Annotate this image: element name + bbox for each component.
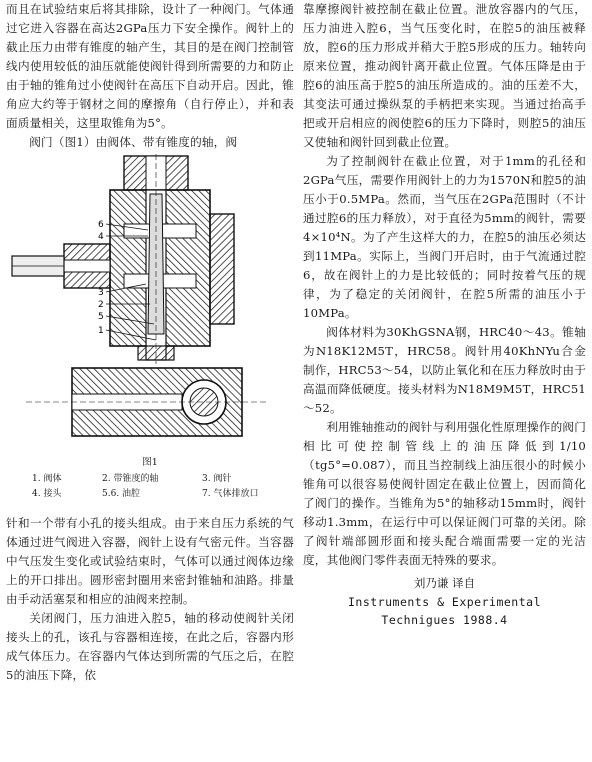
left-paragraph-3: 针和一个带有小孔的接头组成。由于来自压力系统的气体通过进气阀进入容器，阀针上设有气密元件。当容器中气压发生变化或试验结束时，气体可以通过阀体边缘上的开口排出。圆形密封圈用来密封锥轴和油路。排量由手动活塞泵和相应的油阀来控制。 [6, 516, 294, 606]
figure-caption-title: 图1 [142, 457, 158, 468]
left-paragraph-1: 而且在试验结束后将其排除，设计了一种阀门。气体通过它进入容器在高达2GPa压力下安全操作。阀针上的截止压力由带有锥度的轴产生，其目的是在阀门控制管线内使用较低的油压就能使阀针得到所需要的力和防止由于轴的锥角过小使阀针在高压下自动开启。因此，锥角应大约等于钢材之间的摩擦角（自行停止），并和表面质量相关，这里取锥角为5°。 [6, 2, 294, 130]
legend-item: 4. 接头 [32, 489, 62, 499]
legend-item: 7. 气体排放口 [202, 489, 259, 499]
figure-label-3: 3 [98, 288, 104, 298]
left-paragraph-2: 阀门（图1）由阀体、带有锥度的轴，阀 [29, 135, 238, 149]
legend-item: 5.6. 油腔 [102, 489, 141, 499]
right-paragraph-2: 为了控制阀针在截止位置，对于1mm的孔径和2GPa气压，需要作用阀针上的力为1570N和腔5的油压小于0.5MPa。然而，当气压在2GPa范围时（不计通过腔6的压力释放），对于直径为5mm的阀针，需要4×10⁴N。为了产生这样大的力，在腔5的油压必须达到11MPa。实际上，当阀门开启时，由于气流通过腔6，故在阀针上的力是比较低的；同时按着气压的规律，为了稳定的关闭阀针，在腔5所需的油压小于10MPa。 [303, 154, 586, 320]
right-paragraph-1: 靠摩擦阀针被控制在截止位置。泄放容器内的气压，压力油进入腔6，当气压变化时，在腔5的油压被释放，腔6的压力形成并稍大于腔5形成的压力。轴转向原来位置，推动阀针离开截止位置。气体压降是由于腔6的油压高于腔5的油压所造成的。油的压差不大，其变法可通过操纵泵的手柄把来实现。当通过抬高手把或开启相应的阀使腔6的压力下降时，则腔5的油压又使轴和阀针回到截止位置。 [303, 2, 586, 149]
figure-label-6: 6 [98, 220, 104, 230]
translator-credit: 刘乃谦 译自 [413, 576, 476, 590]
source-journal-line-1: Instruments & Experimental [347, 595, 541, 609]
valve-figure [6, 154, 294, 454]
right-paragraph-3: 阀体材料为30KhGSNA钢，HRC40～43。锥轴为N18K12M5T，HRC58。阀针用40KhNYu合金制作，HRC53～54，以防止氧化和在压力释放时由于高温而降低硬度。接头材料为N18M9M5T，HRC51～52。 [303, 325, 586, 415]
figure-legend [6, 472, 294, 502]
legend-item: 2. 带锥度的轴 [102, 474, 159, 484]
figure-label-4: 4 [98, 232, 104, 242]
left-column [6, 0, 294, 685]
right-column [303, 0, 586, 629]
legend-item: 3. 阀针 [202, 474, 232, 484]
left-paragraph-4: 关闭阀门，压力油进入腔5，轴的移动使阀针关闭接头上的孔，该孔与容器相连接，在此之后，容器内形成气体压力。在容器内气体达到所需的气压之后，在腔5的油压下降，依 [6, 611, 294, 682]
figure-label-2: 2 [98, 300, 104, 310]
source-journal-line-2: Technigues 1988.4 [381, 613, 508, 627]
valve-cross-section-drawing [6, 154, 294, 454]
legend-item: 1. 阀体 [32, 474, 62, 484]
figure-label-1: 1 [98, 326, 104, 336]
figure-label-5: 5 [98, 312, 104, 322]
right-paragraph-4: 利用锥轴推动的阀针与利用强化性原理操作的阀门相比可使控制管线上的油压降低到1/10（tg5°=0.087），而且当控制线上油压很小的时候小锥角可以很容易使阀针固定在截止位置上，因而简化了阀门的操作。当锥角为5°的轴移动15mm时，阀针移动1.3mm，在运行中可以保证阀门可靠的关闭。除了阀针端部圆形面和接头配合端面需要一定的光洁度，其他阀门零件表面无特殊的要求。 [303, 420, 586, 567]
